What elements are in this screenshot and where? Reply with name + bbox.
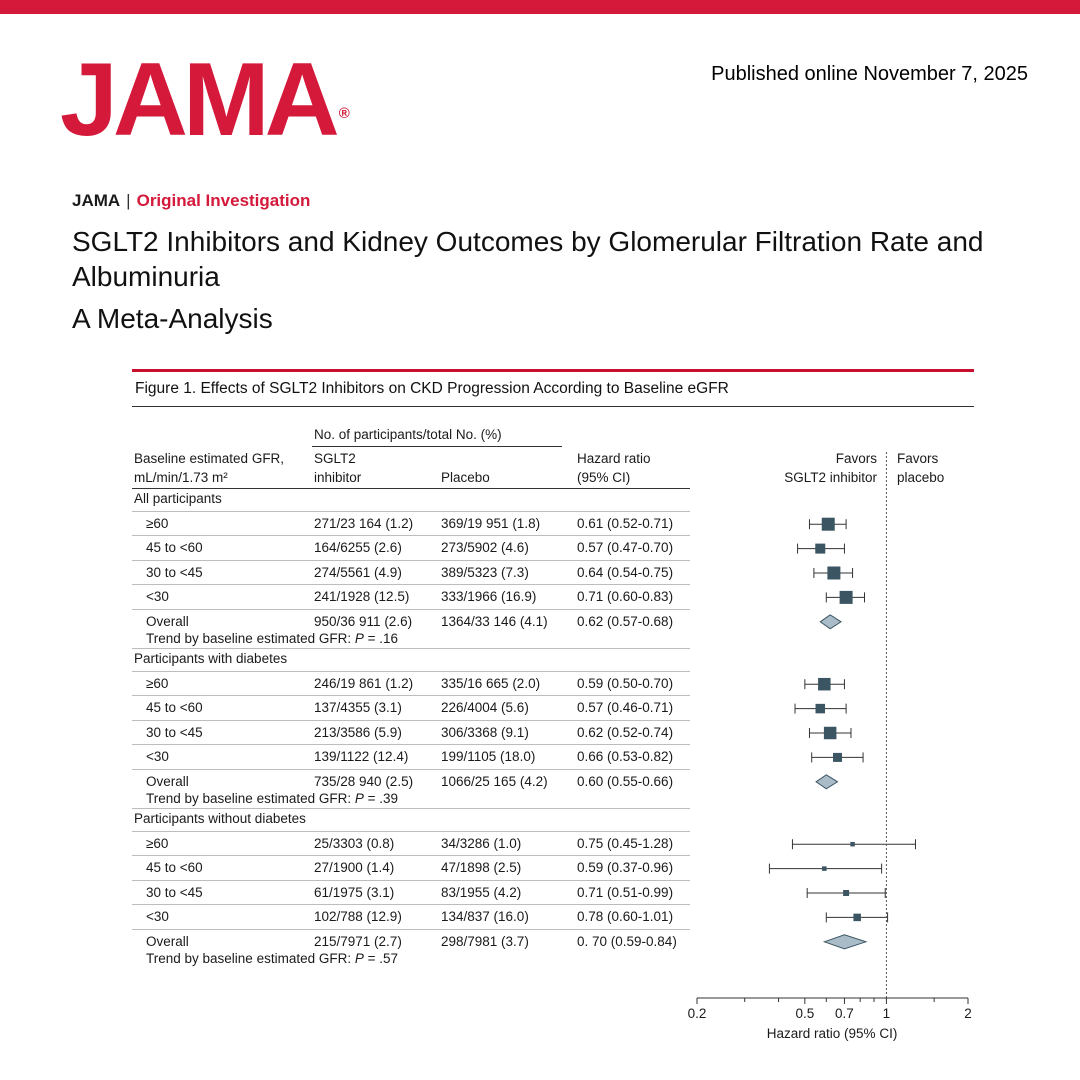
- group-label-rule: [132, 511, 690, 512]
- trend-p-symbol: P: [354, 631, 364, 646]
- placebo-events-cell: 47/1898 (2.5): [441, 860, 522, 876]
- col-header-sglt2-2: inhibitor: [314, 470, 362, 485]
- overall-row-label: Overall: [146, 613, 189, 629]
- article-subtitle: A Meta-Analysis: [72, 303, 273, 334]
- row-rule: [132, 744, 690, 745]
- placebo-events-cell: 333/1966 (16.9): [441, 589, 537, 605]
- point-estimate-square: [843, 890, 849, 896]
- subgroup-row-label: 30 to <45: [146, 724, 203, 740]
- article-kicker: [72, 191, 310, 211]
- hazard-ratio-cell: 0.78 (0.60-1.01): [577, 909, 674, 925]
- column-group-header: No. of participants/total No. (%): [314, 427, 502, 442]
- sglt2-events-cell: 246/19 861 (1.2): [314, 676, 414, 691]
- point-estimate-square: [816, 704, 826, 714]
- placebo-events-cell: 273/5902 (4.6): [441, 540, 529, 556]
- point-estimate-square: [827, 567, 840, 580]
- hazard-ratio-cell: 0.57 (0.46-0.71): [577, 700, 674, 716]
- point-estimate-square: [822, 866, 827, 871]
- subgroup-row-label: ≥60: [146, 836, 169, 851]
- placebo-events-cell: 369/19 951 (1.8): [441, 516, 541, 531]
- subgroup-row-label: ≥60: [146, 516, 169, 531]
- article-title: SGLT2 Inhibitors and Kidney Outcomes by Glomerular Filtration Rate and Albuminuria: [72, 226, 984, 292]
- placebo-events-cell: 1066/25 165 (4.2): [441, 773, 548, 789]
- sglt2-events-cell: 61/1975 (3.1): [314, 884, 395, 900]
- group-label-rule: [132, 831, 690, 832]
- col-header-hr-2: (95% CI): [577, 470, 631, 485]
- placebo-events-cell: 335/16 665 (2.0): [441, 676, 541, 691]
- col-header-egfr-2: mL/min/1.73 m²: [134, 470, 228, 485]
- hazard-ratio-cell: 0.71 (0.60-0.83): [577, 589, 674, 605]
- hazard-ratio-cell: 0.62 (0.57-0.68): [577, 613, 674, 629]
- placebo-events-cell: 1364/33 146 (4.1): [441, 613, 548, 629]
- row-rule: [132, 769, 690, 770]
- point-estimate-square: [815, 544, 825, 554]
- trend-test: [146, 630, 398, 648]
- subgroup-row-label: 30 to <45: [146, 884, 203, 900]
- x-tick-label: 0.7: [835, 1006, 854, 1021]
- sglt2-events-cell: 213/3586 (5.9): [314, 724, 402, 740]
- row-rule: [132, 609, 690, 610]
- point-estimate-square: [833, 753, 842, 762]
- favors-left-2: SGLT2 inhibitor: [784, 470, 877, 485]
- kicker-separator: |: [126, 191, 131, 210]
- subgroup-row-label: ≥60: [146, 676, 169, 691]
- placebo-events-cell: 226/4004 (5.6): [441, 700, 529, 716]
- sglt2-events-cell: 274/5561 (4.9): [314, 564, 402, 580]
- hazard-ratio-cell: 0.75 (0.45-1.28): [577, 836, 674, 851]
- point-estimate-square: [840, 591, 853, 604]
- row-rule: [132, 880, 690, 881]
- hazard-ratio-cell: 0.57 (0.47-0.70): [577, 540, 674, 556]
- trend-label: Trend by baseline estimated GFR:: [146, 631, 355, 646]
- group-label: All participants: [134, 491, 222, 506]
- sglt2-events-cell: 137/4355 (3.1): [314, 700, 402, 716]
- row-rule: [132, 535, 690, 536]
- placebo-events-cell: 306/3368 (9.1): [441, 724, 529, 740]
- placebo-events-cell: 83/1955 (4.2): [441, 884, 522, 900]
- trend-p-value: = .16: [363, 631, 399, 646]
- group-label-rule: [132, 671, 690, 672]
- point-estimate-square: [818, 678, 831, 691]
- subgroup-row-label: 45 to <60: [146, 540, 203, 556]
- favors-right-1: Favors: [897, 451, 939, 466]
- favors-left-1: Favors: [835, 451, 877, 466]
- sglt2-events-cell: 102/788 (12.9): [314, 909, 402, 925]
- hazard-ratio-cell: 0.59 (0.37-0.96): [577, 860, 674, 876]
- placebo-events-cell: 34/3286 (1.0): [441, 836, 522, 851]
- placebo-events-cell: 199/1105 (18.0): [441, 749, 536, 765]
- group-divider: [132, 648, 690, 649]
- sglt2-events-cell: 241/1928 (12.5): [314, 589, 410, 605]
- header-bottom-rule: [132, 488, 690, 489]
- sglt2-events-cell: 164/6255 (2.6): [314, 540, 402, 556]
- sglt2-events-cell: 215/7971 (2.7): [314, 933, 402, 949]
- subgroup-row-label: 45 to <60: [146, 700, 203, 716]
- figure-top-rule: [132, 369, 974, 372]
- sglt2-events-cell: 139/1122 (12.4): [314, 749, 409, 765]
- trend-p-value: = .39: [363, 791, 399, 806]
- col-header-sglt2-1: SGLT2: [314, 451, 356, 466]
- top-accent-bar: [0, 0, 1080, 14]
- row-rule: [132, 720, 690, 721]
- placebo-events-cell: 389/5323 (7.3): [441, 564, 529, 580]
- placebo-events-cell: 134/837 (16.0): [441, 909, 529, 925]
- sglt2-events-cell: 950/36 911 (2.6): [314, 613, 413, 629]
- hazard-ratio-cell: 0.71 (0.51-0.99): [577, 884, 674, 900]
- x-tick-label: 0.5: [795, 1006, 815, 1021]
- journal-name: JAMA: [72, 191, 121, 210]
- hazard-ratio-cell: 0. 70 (0.59-0.84): [577, 933, 677, 949]
- hazard-ratio-cell: 0.62 (0.52-0.74): [577, 724, 674, 740]
- x-axis-title: Hazard ratio (95% CI): [766, 1026, 898, 1041]
- hazard-ratio-cell: 0.66 (0.53-0.82): [577, 749, 674, 765]
- group-divider: [132, 808, 690, 809]
- subgroup-row-label: <30: [146, 589, 169, 605]
- trend-label: Trend by baseline estimated GFR:: [146, 791, 355, 806]
- published-date: Published online November 7, 2025: [711, 63, 1028, 85]
- trend-test: [146, 790, 398, 808]
- x-tick-label: 0.2: [687, 1006, 707, 1021]
- figure-title-rule: [132, 406, 974, 407]
- sglt2-events-cell: 735/28 940 (2.5): [314, 773, 414, 789]
- subgroup-row-label: 45 to <60: [146, 860, 203, 876]
- point-estimate-square: [822, 518, 835, 531]
- trend-label: Trend by baseline estimated GFR:: [146, 951, 355, 966]
- row-rule: [132, 695, 690, 696]
- sglt2-events-cell: 271/23 164 (1.2): [314, 516, 414, 531]
- hazard-ratio-cell: 0.61 (0.52-0.71): [577, 516, 674, 531]
- row-rule: [132, 560, 690, 561]
- article-section: Original Investigation: [136, 191, 311, 210]
- overall-row-label: Overall: [146, 773, 189, 789]
- x-tick-label: 2: [964, 1006, 972, 1021]
- row-rule: [132, 929, 690, 930]
- row-rule: [132, 855, 690, 856]
- favors-right-2: placebo: [897, 470, 945, 485]
- col-header-egfr-1: Baseline estimated GFR,: [134, 451, 285, 466]
- subgroup-row-label: <30: [146, 909, 169, 925]
- row-rule: [132, 904, 690, 905]
- jama-logo: JAMA ®: [60, 42, 350, 158]
- col-header-placebo: Placebo: [441, 470, 490, 485]
- point-estimate-square: [853, 914, 861, 922]
- column-group-rule: [312, 446, 562, 447]
- trend-p-symbol: P: [354, 791, 364, 806]
- hazard-ratio-cell: 0.60 (0.55-0.66): [577, 773, 674, 789]
- sglt2-events-cell: 25/3303 (0.8): [314, 836, 395, 851]
- overall-diamond: [824, 935, 866, 949]
- overall-diamond: [816, 775, 837, 789]
- group-label: Participants without diabetes: [134, 811, 306, 826]
- row-rule: [132, 584, 690, 585]
- point-estimate-square: [824, 727, 837, 740]
- x-tick-label: 1: [882, 1006, 891, 1021]
- overall-row-label: Overall: [146, 933, 189, 949]
- point-estimate-square: [850, 842, 855, 847]
- trend-test: [146, 950, 398, 968]
- placebo-events-cell: 298/7981 (3.7): [441, 933, 529, 949]
- overall-diamond: [820, 615, 841, 629]
- forest-plot: [680, 430, 980, 1040]
- sglt2-events-cell: 27/1900 (1.4): [314, 860, 395, 876]
- col-header-hr-1: Hazard ratio: [577, 451, 651, 466]
- hazard-ratio-cell: 0.59 (0.50-0.70): [577, 676, 674, 691]
- subgroup-row-label: 30 to <45: [146, 564, 203, 580]
- figure-title: Figure 1. Effects of SGLT2 Inhibitors on CKD Progression According to Baseline eGFR: [135, 380, 729, 397]
- trend-p-value: = .57: [363, 951, 399, 966]
- subgroup-row-label: <30: [146, 749, 169, 765]
- group-label: Participants with diabetes: [134, 651, 288, 666]
- hazard-ratio-cell: 0.64 (0.54-0.75): [577, 564, 674, 580]
- trend-p-symbol: P: [354, 951, 364, 966]
